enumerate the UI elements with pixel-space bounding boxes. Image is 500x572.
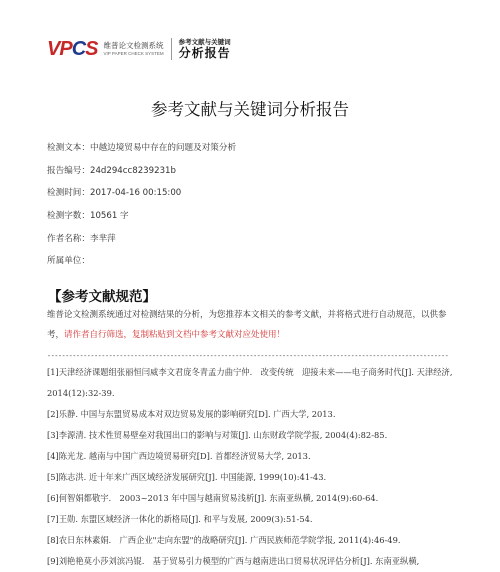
meta-label: 所属单位： xyxy=(47,256,90,267)
report-meta xyxy=(47,141,236,277)
meta-label: 检测时间： xyxy=(47,188,90,199)
logo-en-name: VIP PAPER CHECK SYSTEM xyxy=(103,50,164,56)
report-header xyxy=(47,36,231,62)
logo-letter-p: P xyxy=(59,37,72,60)
reference-item: [4]陈光龙. 越南与中国广西边境贸易研究[D]. 首都经济贸易大学, 2013. xyxy=(47,451,311,461)
intro-warning: 请作者自行筛选，复制粘贴到文档中参考文献对应处使用！ xyxy=(64,330,286,340)
report-title: 参考文献与关键词分析报告 xyxy=(151,100,349,119)
header-divider xyxy=(171,38,172,60)
reference-item: [9]刘艳艳莫小莎刘滨冯锟. 基于贸易引力模型的广西与越南进出口贸易状况评估分析[J]. 东南亚纵横, xyxy=(47,556,420,566)
separator-line: --------------------------------------------------------------------------------------------------------------- xyxy=(47,352,449,360)
meta-label: 检测字数： xyxy=(47,211,90,222)
meta-value: 24d294cc8239231b xyxy=(89,165,176,176)
reference-item: [1]天津经济课题组张丽恒闫威李文君庞冬青孟力曲宁仲. 改变传统 迎接未来——电子商务时代[J]. 天津经济, 2014(12):32-39. xyxy=(47,367,453,398)
meta-row-affiliation xyxy=(47,254,236,277)
meta-row-word-count xyxy=(47,209,236,232)
logo-letter-v: V xyxy=(47,37,60,60)
reference-item: [5]陈志洪. 近十年来广西区域经济发展研究[J]. 中国能源, 1999(10):41-43. xyxy=(47,472,327,482)
section-title: 【参考文献规范】 xyxy=(48,289,156,305)
logo-subtitle xyxy=(103,42,163,56)
meta-row-author xyxy=(47,232,236,255)
report-brand xyxy=(179,39,231,60)
reference-list xyxy=(47,362,457,572)
meta-value: 李芈萍 xyxy=(89,233,116,244)
logo-cn-name: 维普论文检测系统 xyxy=(103,41,164,50)
meta-value: 中越边境贸易中存在的问题及对策分析 xyxy=(89,143,237,153)
meta-row-time xyxy=(47,186,236,209)
reference-item: [7]王勋. 东盟区域经济一体化的新格局[J]. 和平与发展, 2009(3):51-54. xyxy=(47,514,313,524)
meta-label: 报告编号： xyxy=(47,165,90,176)
reference-item: [3]李源清. 技术性贸易壁垒对我国出口的影响与对策[J]. 山东财政学院学报, 2004(4):82-85. xyxy=(47,430,388,440)
vpcs-logo xyxy=(47,38,97,61)
brand-small-text: 参考文献与关键词 xyxy=(178,37,231,46)
reference-item: [6]何智娟都敬宇. 2003~2013 年中国与越南贸易浅析[J]. 东南亚纵横, 2014(9):60-64. xyxy=(47,493,379,503)
logo-letter-c: C xyxy=(71,37,86,60)
meta-label: 作者名称： xyxy=(47,233,90,244)
meta-row-report-id xyxy=(47,164,236,187)
meta-label: 检测文本： xyxy=(47,143,90,153)
logo-letter-s: S xyxy=(85,37,98,60)
reference-item: [2]乐静. 中国与东盟贸易成本对双边贸易发展的影响研究[D]. 广西大学, 2013. xyxy=(47,409,336,419)
intro-text: 维普论文检测系统通过对检测结果的分析，为您推荐本文相关的参考文献，并将格式进行自动规范，以供参考， xyxy=(47,310,447,340)
meta-value: 10561 字 xyxy=(89,211,129,222)
brand-big-text: 分析报告 xyxy=(178,46,231,61)
meta-row-text xyxy=(47,141,236,164)
meta-value: 2017-04-16 00:15:00 xyxy=(89,188,182,199)
reference-item: [8]农日东林素娟. 广西企业"走向东盟"的战略研究[J]. 广西民族师范学院学报, 2011(4):46-49. xyxy=(47,535,401,545)
intro-paragraph xyxy=(47,305,457,345)
